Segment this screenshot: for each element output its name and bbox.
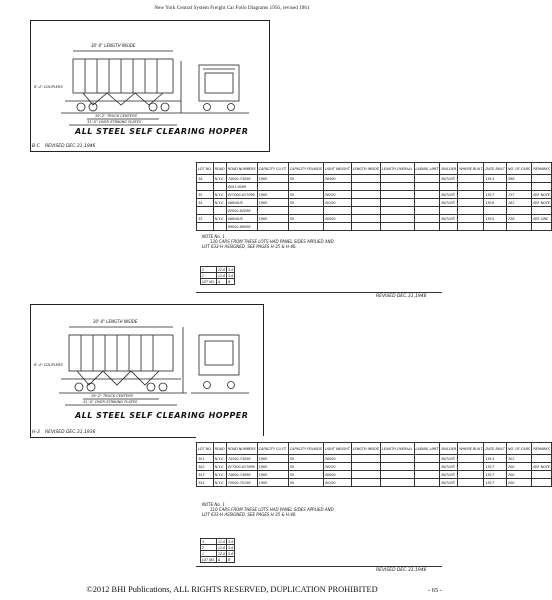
table-cell xyxy=(381,455,414,463)
table-cell xyxy=(351,223,380,231)
column-header: LOT NO. xyxy=(197,443,214,455)
table-cell xyxy=(414,463,440,471)
table-cell xyxy=(381,199,414,207)
table-cell: 302 xyxy=(197,463,214,471)
table-cell xyxy=(414,223,440,231)
table-cell: 353 xyxy=(197,471,214,479)
table-cell xyxy=(458,191,484,199)
column-header: WHERE BUILT xyxy=(458,163,484,175)
length-inside-label: 30'-0" LENGTH INSIDE xyxy=(93,319,138,324)
table-cell: 1915 xyxy=(484,215,507,223)
table-cell: 1914 xyxy=(484,175,507,183)
table-cell: 33 xyxy=(197,215,214,223)
table-cell: N.Y.C. xyxy=(214,464,225,469)
table-cell xyxy=(532,175,552,183)
table-cell xyxy=(414,199,440,207)
table-cell xyxy=(458,215,484,223)
table-row xyxy=(197,199,552,207)
column-header: ROAD NUMBERS xyxy=(226,443,257,455)
table-cell: 1900 xyxy=(257,455,288,463)
truck-centers-label: 19'-2" TRUCK CENTERS xyxy=(95,114,137,118)
striking-plates-label: 31'-0" OVER STRIKING PLATES xyxy=(87,120,142,124)
table-cell: 38400 xyxy=(323,175,351,183)
table-row xyxy=(197,207,552,215)
note-line: 110 CARS FROM THESE LOTS HAD PANEL SIDES APPLIED AND xyxy=(210,507,334,512)
table-cell xyxy=(257,207,288,215)
table-cell: 200 xyxy=(506,471,531,479)
copyright-footer: ©2012 BHI Publications, ALL RIGHTS RESERVED, DUPLICATION PROHIBITED xyxy=(86,585,378,594)
key-cell: 12-0 xyxy=(217,267,226,272)
table-cell: N.Y.C. xyxy=(214,216,225,221)
table-cell: 1900 xyxy=(257,471,288,479)
table-cell: N.Y.C. xyxy=(214,472,225,477)
table-cell: 354 xyxy=(197,479,214,487)
key-cell: A xyxy=(216,557,226,563)
table-cell xyxy=(532,479,552,487)
column-header: ROAD NUMBERS xyxy=(226,163,257,175)
table-cell xyxy=(197,207,214,215)
column-header: ROAD xyxy=(213,443,226,455)
hopper-diagram-2 xyxy=(30,304,264,438)
table-cell xyxy=(351,199,380,207)
table-cell xyxy=(213,183,226,191)
table-cell: 1900 xyxy=(257,479,288,487)
lot-data-sheet-2 xyxy=(196,436,551,576)
table-header-row xyxy=(197,443,552,455)
column-header: LADING LIMIT xyxy=(414,443,440,455)
table-cell xyxy=(213,223,226,231)
column-header: LENGTH OVERALL xyxy=(381,443,414,455)
table-cell: 817500-817699 xyxy=(226,463,257,471)
table-cell: 50 xyxy=(288,199,323,207)
key-cell: 5-6 xyxy=(228,545,234,550)
table-cell xyxy=(288,207,323,215)
note-block-1 xyxy=(202,234,334,249)
table-cell xyxy=(458,479,484,487)
table-cell xyxy=(381,183,414,191)
table-cell: 35 xyxy=(197,191,214,199)
column-header: LENGTH INSIDE xyxy=(351,443,380,455)
revision-note: REVISED DEC.31,1946 xyxy=(376,568,427,573)
key-cell: 5-6 xyxy=(228,267,234,272)
lot-table-1 xyxy=(196,162,552,231)
key-cell: B xyxy=(227,557,235,563)
table-cell xyxy=(458,175,484,183)
table-cell: BUTLER xyxy=(440,175,458,183)
table-cell xyxy=(213,207,226,215)
table-cell xyxy=(484,183,507,191)
table-cell: 50 xyxy=(288,471,323,479)
key-row xyxy=(201,279,235,285)
table-cell: BUTLER xyxy=(440,455,458,463)
column-header: REMARKS xyxy=(532,443,552,455)
table-cell xyxy=(351,183,380,191)
table-cell xyxy=(458,207,484,215)
table-cell: 200 xyxy=(506,479,531,487)
diagram-caption: ALL STEEL SELF CLEARING HOPPER xyxy=(75,127,249,136)
note-line: LOT 633-H ASSIGNED, SEE PAGES H-35 & H-40. xyxy=(202,512,297,517)
table-cell: 38500 xyxy=(323,455,351,463)
table-cell: 50 xyxy=(288,479,323,487)
table-cell xyxy=(532,223,552,231)
couplers-label: 8'-4" COUPLERS xyxy=(34,85,63,89)
column-header: NO. OF CARS xyxy=(506,443,531,455)
table-cell: 1917 xyxy=(484,191,507,199)
table-cell xyxy=(351,175,380,183)
key-cell: B xyxy=(227,279,235,285)
table-cell: SEE LINE xyxy=(532,215,552,223)
table-cell: SEE NOTE xyxy=(533,464,551,469)
table-cell xyxy=(532,207,552,215)
table-cell: 1900 xyxy=(257,191,288,199)
table-cell: BUTLER xyxy=(440,479,458,487)
table-cell xyxy=(532,471,552,479)
key-row xyxy=(201,557,235,563)
table-cell xyxy=(381,479,414,487)
table-cell xyxy=(458,471,484,479)
length-inside-label: 30'-0" LENGTH INSIDE xyxy=(91,43,136,48)
dimension-key-table-2 xyxy=(200,538,235,563)
table-cell: 82000-82099 xyxy=(226,207,257,215)
diagram-caption: ALL STEEL SELF CLEARING HOPPER xyxy=(75,411,249,420)
table-cell xyxy=(351,215,380,223)
table-cell xyxy=(484,207,507,215)
table-cell xyxy=(440,207,458,215)
table-cell: 817000-817099 xyxy=(226,191,257,199)
hopper-diagram-1 xyxy=(30,20,270,152)
table-cell xyxy=(257,223,288,231)
table-cell: BUTLER xyxy=(440,471,458,479)
table-cell xyxy=(323,183,351,191)
note-line: 130 CARS FROM THESE LOTS HAD PANEL SIDES APPLIED AND xyxy=(210,239,334,244)
table-cell: 1917 xyxy=(484,471,507,479)
table-cell: 75000-75199 xyxy=(226,479,257,487)
table-cell xyxy=(458,199,484,207)
column-header: ROAD xyxy=(213,163,226,175)
table-cell xyxy=(458,455,484,463)
table-cell: N.Y.C. xyxy=(214,176,225,181)
table-cell: 3A xyxy=(197,175,214,183)
table-cell xyxy=(381,471,414,479)
table-cell xyxy=(197,223,214,231)
table-cell: 50 xyxy=(288,455,323,463)
table-cell: 50 xyxy=(288,175,323,183)
table-cell: 1900 xyxy=(257,199,288,207)
table-cell xyxy=(381,223,414,231)
table-cell: 137 xyxy=(506,191,531,199)
table-cell xyxy=(440,183,458,191)
table-cell xyxy=(351,471,380,479)
lot-table-2 xyxy=(196,442,552,487)
table-cell: VARIOUS xyxy=(226,215,257,223)
table-cell xyxy=(351,479,380,487)
table-cell xyxy=(381,207,414,215)
table-cell: N.Y.C. xyxy=(214,200,225,205)
table-cell: 74000-74599 xyxy=(226,175,257,183)
column-header: LOT NO. xyxy=(197,163,214,175)
table-cell xyxy=(351,207,380,215)
key-cell: LOT NO. xyxy=(202,279,215,284)
table-cell: 40100 xyxy=(323,199,351,207)
column-header: CAPACITY POUNDS xyxy=(288,443,323,455)
page-header: New York Central System Freight Car Folio Diagrams 1956, revised 1961 xyxy=(154,6,310,11)
table-cell xyxy=(351,191,380,199)
table-cell: 89000-89099 xyxy=(226,223,257,231)
table-cell: BUTLER xyxy=(440,199,458,207)
column-header: CAPACITY POUNDS xyxy=(288,163,323,175)
table-cell xyxy=(414,455,440,463)
table-cell xyxy=(323,207,351,215)
column-header: DATE BUILT xyxy=(484,443,507,455)
table-cell xyxy=(381,175,414,183)
table-row xyxy=(197,471,552,479)
table-cell: N.Y.C. xyxy=(214,456,225,461)
table-cell xyxy=(414,183,440,191)
column-header: DATE BUILT xyxy=(484,163,507,175)
column-header: BUILDER xyxy=(440,443,458,455)
column-header: CAPACITY CU.FT. xyxy=(257,163,288,175)
lot-data-sheet-1 xyxy=(196,154,551,300)
key-cell: 2 xyxy=(201,545,217,551)
column-header: LENGTH OVERALL xyxy=(381,163,414,175)
table-cell: 1917 xyxy=(484,463,507,471)
table-cell xyxy=(414,175,440,183)
column-header: LADING LIMIT xyxy=(414,163,440,175)
table-cell: 1900 xyxy=(257,215,288,223)
table-cell: 50 xyxy=(288,463,323,471)
key-cell: A xyxy=(216,279,226,285)
table-cell: 238 xyxy=(506,215,531,223)
table-cell: N.Y.C. xyxy=(214,192,225,197)
table-cell: 38200 xyxy=(323,191,351,199)
table-cell: 1914 xyxy=(484,455,507,463)
table-cell xyxy=(484,223,507,231)
table-cell xyxy=(414,479,440,487)
table-cell xyxy=(532,455,552,463)
table-row xyxy=(197,463,552,471)
couplers-label: 8'-4" COUPLERS xyxy=(34,363,63,367)
table-cell xyxy=(257,183,288,191)
column-header: CAPACITY CU.FT. xyxy=(257,443,288,455)
column-header: NO. OF CARS xyxy=(506,163,531,175)
table-cell xyxy=(414,215,440,223)
table-row xyxy=(197,215,552,223)
dimension-key-table-1 xyxy=(200,266,235,285)
table-cell: 74800-74999 xyxy=(226,471,257,479)
table-cell: 200 xyxy=(506,463,531,471)
column-header: LENGTH INSIDE xyxy=(351,163,380,175)
table-cell xyxy=(506,207,531,215)
table-row xyxy=(197,223,552,231)
column-header: BUILDER xyxy=(440,163,458,175)
table-cell: SEE NOTE xyxy=(533,192,551,197)
table-cell xyxy=(381,215,414,223)
key-cell: 1 xyxy=(201,273,217,279)
key-cell: 11-6 xyxy=(217,539,226,544)
table-cell xyxy=(414,191,440,199)
table-cell xyxy=(414,207,440,215)
key-cell: 5-6 xyxy=(228,539,234,544)
column-header: WHERE BUILT xyxy=(458,443,484,455)
table-cell: N.Y.C. xyxy=(214,480,225,485)
key-cell: LOT NO. xyxy=(202,557,215,562)
table-cell xyxy=(506,183,531,191)
table-cell xyxy=(414,471,440,479)
table-cell: BUTLER xyxy=(440,463,458,471)
table-cell: 40100 xyxy=(323,479,351,487)
page-number: - 65 - xyxy=(427,587,442,594)
table-row xyxy=(197,183,552,191)
table-cell: 301 xyxy=(506,455,531,463)
striking-plates-label: 31'-0" OVER STRIKING PLATES xyxy=(83,400,138,404)
key-cell: 12-0 xyxy=(217,551,226,556)
table-cell xyxy=(506,223,531,231)
table-cell xyxy=(381,463,414,471)
note-title: NOTE No. 1 xyxy=(202,502,225,507)
note-block-2 xyxy=(202,502,334,517)
table-cell: BUTLER xyxy=(440,191,458,199)
table-row xyxy=(197,479,552,487)
table-cell: 74300-74599 xyxy=(226,455,257,463)
table-cell xyxy=(532,183,552,191)
key-cell: 11-6 xyxy=(217,273,226,278)
key-cell: 3 xyxy=(201,539,217,545)
table-cell xyxy=(323,223,351,231)
table-cell: 40000 xyxy=(323,471,351,479)
table-cell xyxy=(351,463,380,471)
table-row xyxy=(197,191,552,199)
table-cell: 598 xyxy=(506,175,531,183)
key-cell: 11-6 xyxy=(217,545,226,550)
table-cell: 38200 xyxy=(323,463,351,471)
table-cell xyxy=(197,183,214,191)
note-line: LOT 633-H ASSIGNED, SEE PAGES H-35 & H-40. xyxy=(202,244,297,249)
note-title: NOTE No. 1 xyxy=(202,234,225,239)
sheet-code: H-3 xyxy=(32,430,40,435)
table-cell xyxy=(458,463,484,471)
table-cell: BUTLER xyxy=(440,215,458,223)
table-cell xyxy=(288,223,323,231)
table-cell xyxy=(351,455,380,463)
table-header-row xyxy=(197,163,552,175)
table-cell: 50 xyxy=(288,191,323,199)
revision-note: REVISED DEC.31,1946 xyxy=(45,144,96,149)
column-header: LIGHT WEIGHT xyxy=(323,443,351,455)
table-cell xyxy=(440,223,458,231)
sheet-code: B-C xyxy=(32,144,40,149)
column-header: REMARKS xyxy=(532,163,552,175)
table-cell: 8503-8589 xyxy=(226,183,257,191)
table-cell: 50 xyxy=(288,215,323,223)
table-cell xyxy=(288,183,323,191)
truck-centers-label: 19'-2" TRUCK CENTERS xyxy=(91,394,133,398)
table-cell: 1917 xyxy=(484,479,507,487)
table-cell: 1900 xyxy=(257,463,288,471)
table-cell: 1900 xyxy=(257,175,288,183)
key-cell: 5-6 xyxy=(228,273,234,278)
table-cell xyxy=(381,191,414,199)
key-cell: 1 xyxy=(201,551,217,557)
key-cell: 5-6 xyxy=(228,551,234,556)
table-cell: VARIOUS xyxy=(226,199,257,207)
column-header: LIGHT WEIGHT xyxy=(323,163,351,175)
bottom-rule xyxy=(196,292,442,293)
revision-note: REVISED DEC.31,1936 xyxy=(45,430,96,435)
revision-note: REVISED DEC.31,1946 xyxy=(376,294,427,299)
table-row xyxy=(197,175,552,183)
table-cell: 1916 xyxy=(484,199,507,207)
table-cell: 301 xyxy=(197,455,214,463)
table-cell: 40500 xyxy=(323,215,351,223)
table-cell xyxy=(458,223,484,231)
table-cell xyxy=(458,183,484,191)
key-cell: 2 xyxy=(201,267,217,273)
table-row xyxy=(197,455,552,463)
table-cell: 181 xyxy=(506,199,531,207)
table-cell: 34 xyxy=(197,199,214,207)
table-cell: SEE NOTE xyxy=(533,200,551,205)
bottom-rule xyxy=(196,566,442,567)
